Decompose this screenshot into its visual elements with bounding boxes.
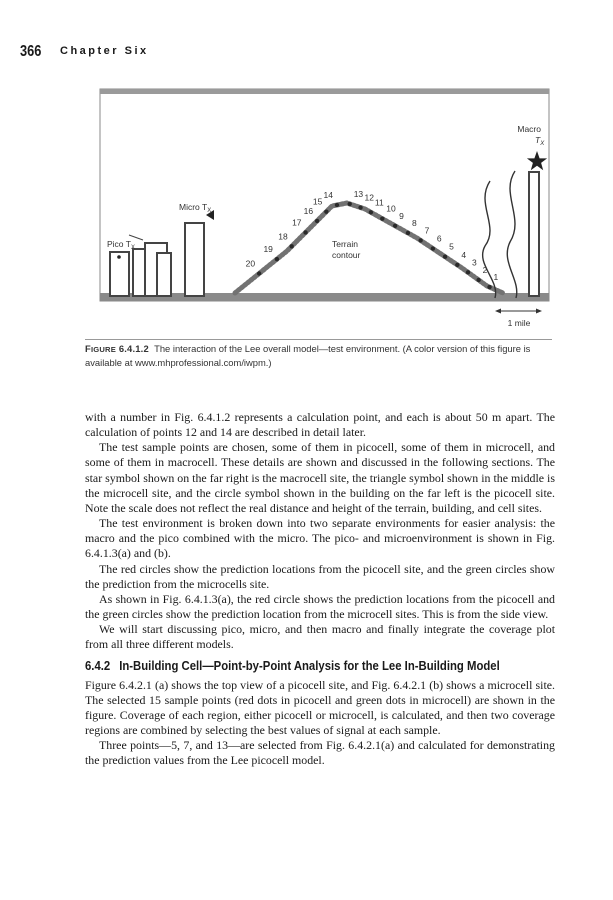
calculation-point-4 [455,263,459,267]
frame-top-band [100,89,549,94]
scale-label: 1 mile [507,318,531,328]
caption-rule [85,339,552,340]
point-label-8: 8 [411,217,417,228]
point-label-9: 9 [399,210,404,221]
section-number: 6.4.2 [85,658,111,673]
point-label-5: 5 [449,241,454,252]
scale-arrow-right-icon [536,309,542,314]
point-label-20: 20 [245,258,256,269]
calculation-point-8 [406,231,410,235]
calculation-point-9 [393,224,397,228]
paragraph-3: The test environment is broken down into two separate environments for easier analysis: the macro and the pico combined with the micro. The pico- and microenvironment is shown in Fig. 6.4.1.3(a) and (b). [85,516,555,561]
paragraph-4: The red circles show the prediction locations from the picocell site, and the green circles show the prediction from the microcells site. [85,561,555,591]
point-label-17: 17 [292,217,302,228]
calculation-point-20 [257,271,261,275]
point-label-11: 11 [374,197,384,208]
calculation-point-7 [418,238,422,242]
point-label-1: 1 [493,272,499,283]
running-head [20,43,149,63]
point-label-7: 7 [424,225,430,236]
section-title: In-Building Cell—Point-by-Point Analysis for the Lee In-Building Model [119,658,500,673]
figure-caption [85,343,555,369]
calculation-point-3 [466,270,470,274]
point-label-19: 19 [263,244,273,255]
macro-tx-sub: X [540,141,545,147]
point-label-10: 10 [386,203,396,214]
calculation-point-19 [275,257,279,261]
paragraph-6: We will start discussing pico, micro, and then macro and finally integrate the coverage plot from all three different models. [85,622,555,652]
calculation-point-18 [290,244,294,248]
point-label-18: 18 [278,231,288,242]
point-label-12: 12 [364,192,375,203]
caption-label [85,343,149,354]
calculation-point-6 [431,246,435,250]
caption-label-prefix: F [85,343,91,354]
calculation-point-11 [369,210,373,214]
calculation-point-15 [324,209,328,213]
pico-site-circle-icon [117,255,121,259]
calculation-point-1 [487,285,491,289]
point-label-13: 13 [353,188,364,199]
pico-label-sub: X [130,245,135,251]
section-heading [85,658,508,674]
macro-label: Macro [517,124,541,134]
calculation-point-14 [335,203,339,207]
paragraph-8: Three points—5, 7, and 13—are selected from Fig. 6.4.2.1(a) and calculated for demonstrating the prediction values from the Lee picocell model. [85,738,555,768]
paragraph-5: As shown in Fig. 6.4.1.3(a), the red circle shows the prediction locations from the picocell and the green circles show the prediction location from the microcell sites. This is from the side view. [85,591,555,622]
calculation-point-10 [380,216,384,220]
calculation-point-13 [347,202,351,206]
calculation-point-12 [358,205,362,209]
calculation-point-17 [303,230,307,234]
page-number: 366 [20,43,42,60]
paragraph-1: with a number in Fig. 6.4.1.2 represents a calculation point, and each is about 50 m apart. The calculation of points 12 and 14 are described in detail later. [85,410,555,440]
point-label-15: 15 [312,196,323,207]
macro-tower [529,172,539,296]
point-label-14: 14 [323,190,333,201]
macro-tx-main: T [535,135,541,145]
scale-arrow-left-icon [495,309,501,314]
figure-test-environment [97,86,552,336]
calculation-point-16 [315,219,319,223]
micro-label-sub: X [207,208,212,214]
caption-label-small: IGURE [90,345,116,354]
caption-label-number: 6.4.1.2 [118,343,149,354]
calculation-point-5 [443,255,447,259]
figure-svg [97,86,552,336]
point-label-2: 2 [482,264,488,275]
paragraph-7: Figure 6.4.2.1 (a) shows the top view of a picocell site, and Fig. 6.4.2.1 (b) shows a microcell site. The selected 15 sample points (red dots in picocell and green dots in microcell) are shown in the figure. Coverage of each region, either picocell or microcell, is calculated, and then two coverage regions are combined by selecting the best values of signal at each sample. [85,677,555,737]
caption-text: The interaction of the Lee overall model—test environment. (A color version of this figure is available at www.mhprofessional.com/iwpm.) [85,343,531,368]
point-label-4: 4 [461,249,467,260]
pico-label-main: Pico T [107,239,131,249]
body-text [85,410,555,768]
micro-label-main: Micro T [179,202,208,212]
micro-building [185,223,204,296]
contour-label: contour [332,250,361,260]
pico-building-4 [157,253,171,296]
calculation-point-2 [476,278,480,282]
chapter-title: Chapter Six [60,45,149,57]
terrain-label: Terrain [332,239,358,249]
point-label-16: 16 [303,205,314,216]
point-label-3: 3 [472,257,477,268]
paragraph-2: The test sample points are chosen, some of them in picocell, some of them in microcell, and some of them in macrocell. These details are shown and discussed in the following sections. The star symbol shown on the far right is the macrocell site, the triangle symbol shown in the middle is the microcell site, and the circle symbol shown in the building on the far left is the picocell site. Note the scale does not reflect the real distance and height of the terrain, building, and cell sites. [85,440,555,515]
point-label-6: 6 [436,233,442,244]
